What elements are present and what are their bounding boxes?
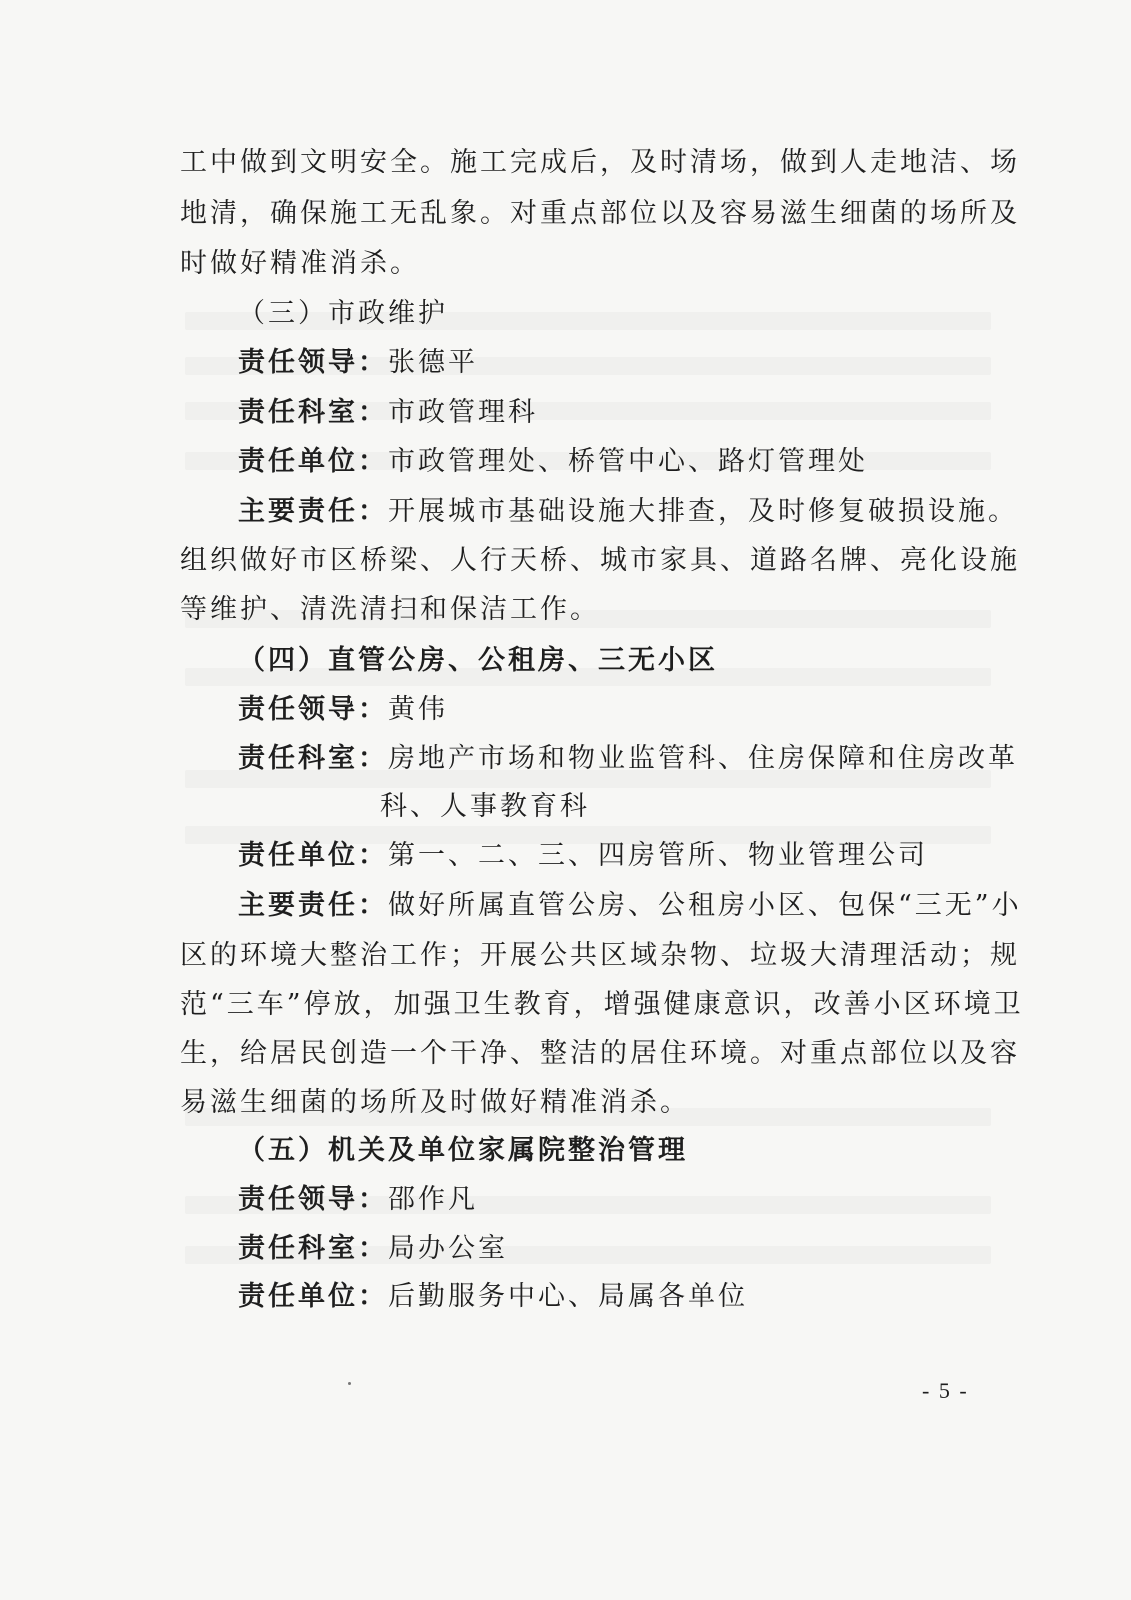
section-heading: （五）机关及单位家属院整治管理 — [238, 1135, 688, 1166]
field-value: 房地产市场和物业监管科、住房保障和住房改革 — [388, 743, 1018, 774]
field-value: 第一、二、三、四房管所、物业管理公司 — [388, 840, 928, 871]
office-row — [238, 741, 1028, 777]
paragraph-line: 范“三车”停放，加强卫生教育，增强健康意识，改善小区环境卫 — [180, 989, 1024, 1020]
unit-row — [238, 444, 1028, 480]
field-value: 做好所属直管公房、公租房小区、包保“三无”小 — [388, 890, 1022, 921]
field-value: 开展城市基础设施大排查，及时修复破损设施。 — [388, 496, 1018, 527]
paragraph-line: 区的环境大整治工作；开展公共区域杂物、垃圾大清理活动；规 — [180, 940, 1020, 971]
paragraph-line: 地清，确保施工无乱象。对重点部位以及容易滋生细菌的场所及 — [180, 198, 1020, 229]
leader-row — [238, 692, 1028, 728]
paragraph-line: 生，给居民创造一个干净、整洁的居住环境。对重点部位以及容 — [180, 1038, 1020, 1069]
field-value: 市政管理科 — [388, 397, 538, 428]
field-label: 责任科室： — [238, 743, 388, 774]
field-label: 主要责任： — [238, 890, 388, 921]
unit-row — [238, 1279, 1028, 1315]
section-heading: （三）市政维护 — [238, 298, 448, 329]
field-value: 局办公室 — [388, 1233, 508, 1264]
office-row — [238, 1231, 1028, 1267]
field-label: 主要责任： — [238, 496, 388, 527]
section-heading: （四）直管公房、公租房、三无小区 — [238, 645, 718, 676]
paragraph-line: 等维护、清洗清扫和保洁工作。 — [180, 594, 600, 625]
page-number: - 5 - — [922, 1378, 969, 1403]
paragraph-line: 易滋生细菌的场所及时做好精准消杀。 — [180, 1087, 690, 1118]
unit-row — [238, 838, 1028, 874]
field-value: 后勤服务中心、局属各单位 — [388, 1281, 748, 1312]
leader-row — [238, 345, 1028, 381]
field-label: 责任领导： — [238, 1184, 388, 1215]
duty-row — [238, 888, 1028, 924]
paragraph-line: 时做好精准消杀。 — [180, 248, 420, 279]
field-label: 责任单位： — [238, 1281, 388, 1312]
field-label: 责任领导： — [238, 347, 388, 378]
duty-row — [238, 494, 1028, 530]
scan-speck — [348, 1382, 351, 1385]
field-label: 责任单位： — [238, 446, 388, 477]
field-value: 邵作凡 — [388, 1184, 478, 1215]
paragraph-line: 工中做到文明安全。施工完成后，及时清场，做到人走地洁、场 — [180, 147, 1020, 178]
office-row — [238, 395, 1028, 431]
field-label: 责任单位： — [238, 840, 388, 871]
paragraph-line: 科、人事教育科 — [380, 791, 590, 822]
field-label: 责任科室： — [238, 1233, 388, 1264]
field-value: 市政管理处、桥管中心、路灯管理处 — [388, 446, 868, 477]
field-value: 张德平 — [388, 347, 478, 378]
field-label: 责任科室： — [238, 397, 388, 428]
field-label: 责任领导： — [238, 694, 388, 725]
field-value: 黄伟 — [388, 694, 448, 725]
leader-row — [238, 1182, 1028, 1218]
paragraph-line: 组织做好市区桥梁、人行天桥、城市家具、道路名牌、亮化设施 — [180, 545, 1020, 576]
